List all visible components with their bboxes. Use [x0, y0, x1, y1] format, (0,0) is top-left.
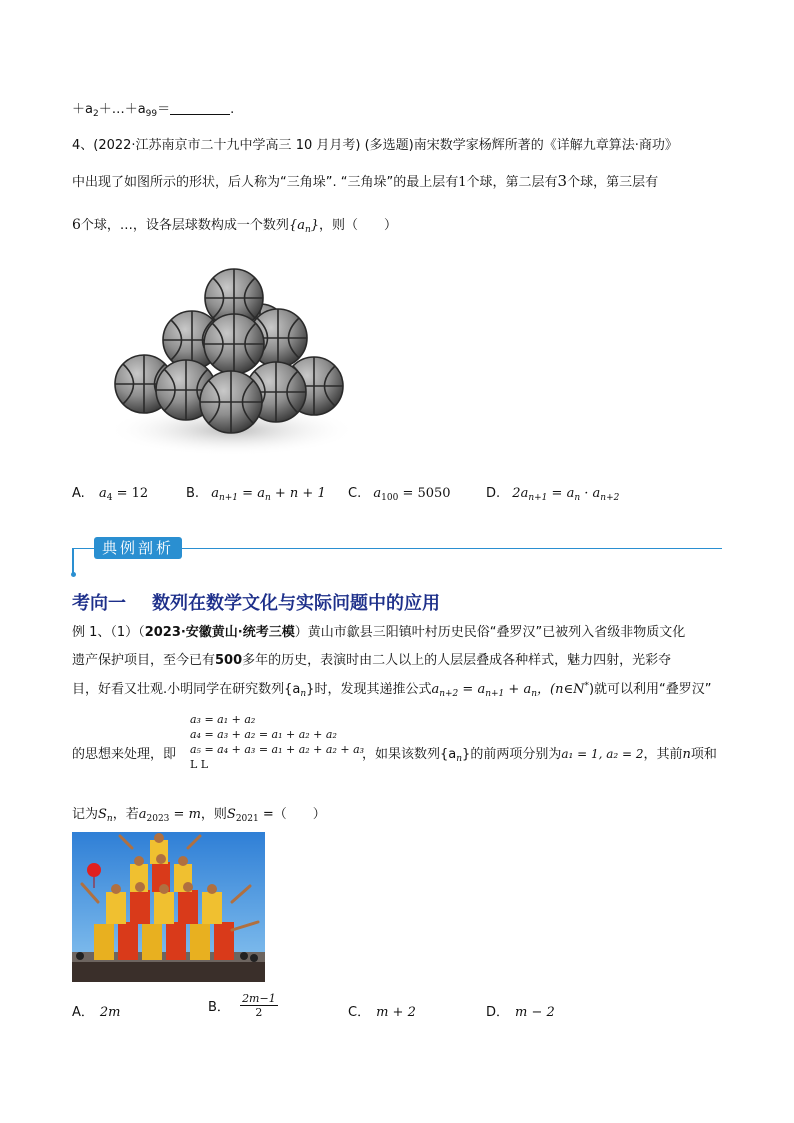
q4-option-c[interactable]: C. $a_{100} = 5050$ — [348, 486, 451, 503]
q4-option-b[interactable]: B. $a_{n+1} = a_n + n + 1$ — [186, 486, 326, 503]
example1-line1: 例 1、（1）（2023·安徽黄山·统考三模）黄山市歙县三阳镇叶村历史民俗“叠罗汉”已被列入省级非物质文化 — [72, 625, 686, 640]
human-pyramid-photo — [72, 832, 265, 982]
section-heading: 考向一 数列在数学文化与实际问题中的应用 — [72, 593, 440, 614]
sum-line: $+a_2+\dots+a_{99}=$ . — [72, 102, 235, 119]
q4-line2: 中出现了如图所示的形状，后人称为“三角垛”. “三角垛”的最上层有1个球，第二层有3个球，第三层有 — [72, 172, 659, 190]
q4-line3: 6个球，…，设各层球数构成一个数列$\{a_n\}$，则（ ） — [72, 217, 398, 235]
ex1-option-c[interactable]: C． m + 2 — [348, 1005, 416, 1020]
recurrence-stack: a₃ = a₁ + a₂ a₄ = a₃ + a₂ = a₁ + a₂ + a₂ a₅ = a₄ + a₃ = a₁ + a₂ + a₂ + a₃ L L — [190, 713, 365, 771]
fraction: $\frac{2m-1}{2}$ — [242, 992, 276, 1019]
example1-line4: ，如果该数列$\{a_n\}$的前两项分别为a₁ = 1, a₂ = 2，其前n项和 — [362, 747, 717, 764]
example1-line5: 记为$S_n$，若$a_{2023} = m$，则$S_{2021}$ =（ ） — [72, 807, 326, 824]
section-divider-stub — [72, 548, 74, 574]
example1-line3: 目，好看又壮观.小明同学在研究数列$\{a_n\}$时，发现其递推公式$a_{n+2} = a_{n+1} + a_n$，(n∈N*)就可以利用“叠罗汉” — [72, 681, 712, 699]
ball — [200, 371, 262, 433]
answer-blank[interactable] — [170, 102, 230, 115]
section-tag: 典例剖析 — [94, 537, 182, 558]
divider-dot — [71, 572, 76, 577]
example1-line2: 遗产保护项目，至今已有500多年的历史，表演时由二人以上的人层层叠成各种样式，魅力四射，光彩夺 — [72, 653, 672, 668]
ball-pyramid-image — [110, 262, 355, 460]
example1-line4-lead: 的思想来处理，即 — [72, 747, 177, 762]
q4-line1: 4、(2022·江苏南京市二十九中学高三 10 月月考) (多选题)南宋数学家杨辉所著的《详解九章算法·商功》 — [72, 138, 678, 153]
ex1-option-b[interactable]: B． $\frac{2m-1}{2}$ — [208, 992, 276, 1019]
q4-option-a[interactable]: A. $a_4 = 12$ — [72, 486, 149, 503]
ball — [204, 314, 264, 374]
ex1-option-a[interactable]: A． 2m — [72, 1005, 121, 1020]
q4-option-d[interactable]: D. $2a_{n+1} = a_n \cdot a_{n+2}$ — [486, 486, 620, 503]
ex1-option-d[interactable]: D． m − 2 — [486, 1005, 555, 1020]
